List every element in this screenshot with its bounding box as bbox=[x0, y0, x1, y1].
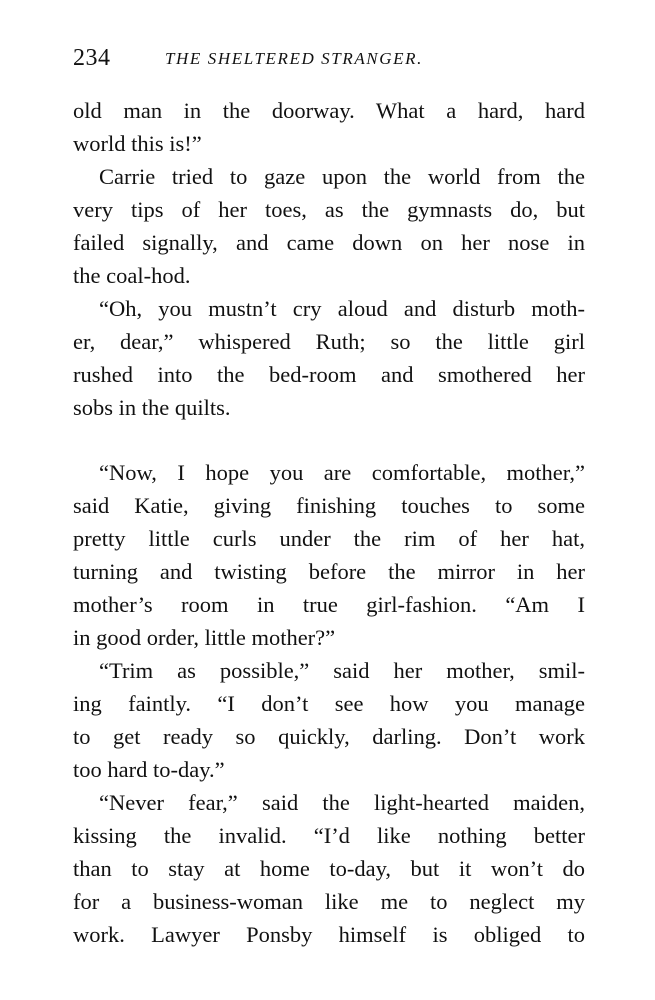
text-line: “Never fear,” said the light-hearted maiden, bbox=[99, 790, 585, 815]
text-line: work. Lawyer Ponsby himself is obliged to bbox=[73, 922, 585, 947]
body-text bbox=[73, 94, 585, 951]
text-line: to get ready so quickly, darling. Don’t work bbox=[73, 724, 585, 749]
text-line: for a business-woman like me to neglect my bbox=[73, 889, 585, 914]
paragraph-2 bbox=[73, 160, 585, 292]
text-line: failed signally, and came down on her nose in bbox=[73, 230, 585, 255]
text-line: pretty little curls under the rim of her hat, bbox=[73, 526, 585, 551]
text-line: er, dear,” whispered Ruth; so the little girl bbox=[73, 329, 585, 354]
text-line: Carrie tried to gaze upon the world from the bbox=[99, 164, 585, 189]
text-line: kissing the invalid. “I’d like nothing better bbox=[73, 823, 585, 848]
text-line: too hard to-day.” bbox=[73, 757, 225, 782]
page-number: 234 bbox=[73, 45, 111, 71]
text-line: rushed into the bed-room and smothered her bbox=[73, 362, 585, 387]
text-line: very tips of her toes, as the gymnasts do, but bbox=[73, 197, 585, 222]
text-line: world this is!” bbox=[73, 131, 202, 156]
paragraph-4 bbox=[73, 456, 585, 654]
running-title: THE SHELTERED STRANGER. bbox=[165, 49, 423, 68]
text-line: mother’s room in true girl-fashion. “Am I bbox=[73, 592, 585, 617]
paragraph-6 bbox=[73, 786, 585, 951]
section-break bbox=[73, 424, 585, 456]
text-line: old man in the doorway. What a hard, hard bbox=[73, 98, 585, 123]
text-line: “Now, I hope you are comfortable, mother,” bbox=[99, 460, 585, 485]
paragraph-3 bbox=[73, 292, 585, 424]
text-line: sobs in the quilts. bbox=[73, 395, 231, 420]
text-line: ing faintly. “I don’t see how you manage bbox=[73, 691, 585, 716]
text-line: turning and twisting before the mirror in her bbox=[73, 559, 585, 584]
text-line: “Trim as possible,” said her mother, smil- bbox=[99, 658, 585, 683]
text-line: in good order, little mother?” bbox=[73, 625, 336, 650]
text-line: the coal-hod. bbox=[73, 263, 191, 288]
paragraph-5 bbox=[73, 654, 585, 786]
text-line: “Oh, you mustn’t cry aloud and disturb moth- bbox=[99, 296, 585, 321]
paragraph-1 bbox=[73, 94, 585, 160]
running-header bbox=[73, 40, 585, 76]
text-line: than to stay at home to-day, but it won’t do bbox=[73, 856, 585, 881]
text-line: said Katie, giving finishing touches to some bbox=[73, 493, 585, 518]
